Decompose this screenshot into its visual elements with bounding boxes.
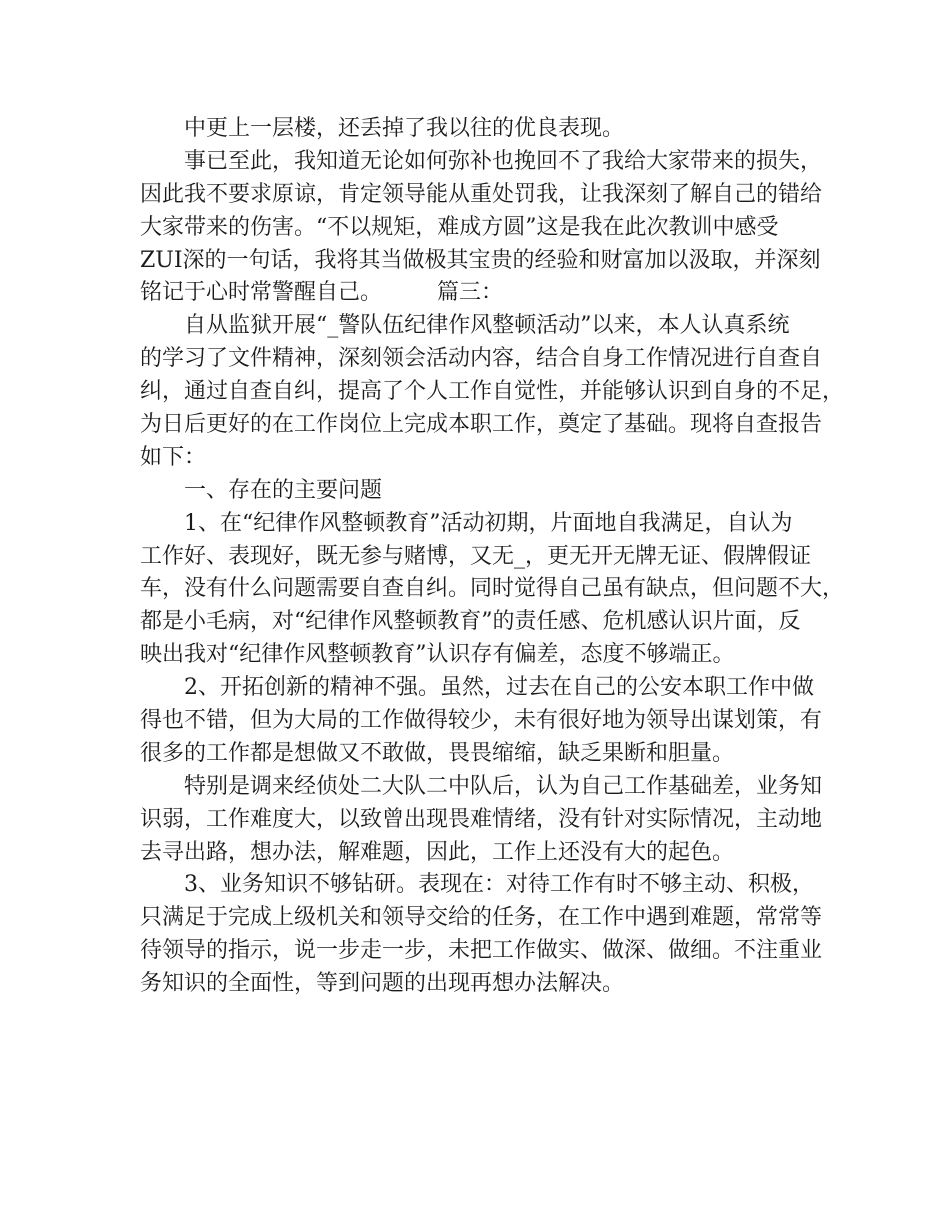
text-line: ZUI深的一句话，我将其当做极其宝贵的经验和财富加以汲取，并深刻: [140, 247, 821, 273]
text-line: 的学习了文件精神，深刻领会活动内容，结合自身工作情况进行自查自: [140, 346, 823, 372]
text-line: 都是小毛病，对“纪律作风整顿教育”的责任感、危机感认识片面，反: [140, 609, 801, 635]
text-line: 得也不错，但为大局的工作做得较少，未有很好地为领导出谋划策，有: [140, 708, 823, 734]
text-line: 为日后更好的在工作岗位上完成本职工作，奠定了基础。现将自查报告: [140, 412, 823, 438]
text-line: 工作好、表现好，既无参与赌博，又无_，更无开无牌无证、假牌假证: [140, 543, 812, 569]
text-line: 特别是调来经侦处二大队二中队后，认为自己工作基础差，业务知: [184, 773, 823, 799]
text-line: 3、业务知识不够钻研。表现在：对待工作有时不够主动、积极，: [184, 872, 814, 898]
text-line: 事已至此，我知道无论如何弥补也挽回不了我给大家带来的损失，: [184, 148, 823, 174]
text-line: 待领导的指示，说一步走一步，未把工作做实、做深、做细。不注重业: [140, 938, 823, 964]
text-line: 只满足于完成上级机关和领导交给的任务，在工作中遇到难题，常常等: [140, 905, 823, 931]
text-line: 如下：: [140, 444, 207, 470]
text-line: 纠，通过自查自纠，提高了个人工作自觉性，并能够认识到自身的不足，: [140, 379, 845, 405]
text-line: 一、存在的主要问题: [184, 477, 383, 503]
text-line: 中更上一层楼，还丢掉了我以往的优良表现。: [184, 116, 625, 141]
text-line: 自从监狱开展“_警队伍纪律作风整顿活动”以来，本人认真系统: [184, 313, 790, 339]
text-line: 很多的工作都是想做又不敢做，畏畏缩缩，缺乏果断和胆量。: [140, 740, 735, 766]
text-line: 因此我不要求原谅，肯定领导能从重处罚我，让我深刻了解自己的错给: [140, 181, 823, 207]
text-line: 务知识的全面性，等到问题的出现再想办法解决。: [140, 971, 625, 997]
text-line: 去寻出路，想办法，解难题，因此，工作上还没有大的起色。: [140, 839, 735, 865]
document-body: [140, 113, 845, 1001]
text-line: 2、开拓创新的精神不强。虽然，过去在自己的公安本职工作中做: [184, 675, 814, 701]
text-line: 识弱，工作难度大，以致曾出现畏难情绪，没有针对实际情况，主动地: [140, 806, 823, 832]
text-line: 车，没有什么问题需要自查自纠。同时觉得自己虽有缺点，但问题不大，: [140, 576, 845, 602]
text-line: 大家带来的伤害。“不以规矩，难成方圆”这是我在此次教训中感受: [140, 214, 779, 240]
text-line: 铭记于心时常警醒自己。 篇三：: [140, 280, 504, 306]
text-line: 映出我对“纪律作风整顿教育”认识存有偏差，态度不够端正。: [140, 642, 735, 668]
text-line: 1、在“纪律作风整顿教育”活动初期，片面地自我满足，自认为: [184, 510, 793, 536]
